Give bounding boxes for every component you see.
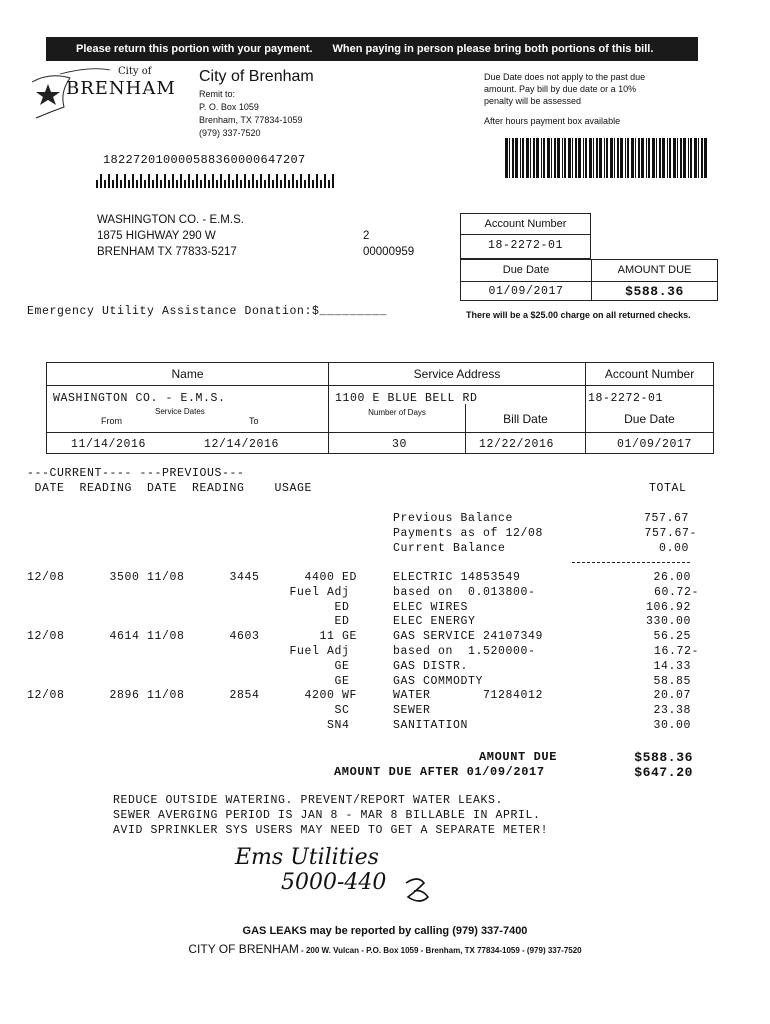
barcode-bar	[512, 138, 514, 178]
barcode-bar	[646, 138, 647, 178]
service-name-value: WASHINGTON CO. - E.M.S.	[53, 392, 226, 405]
service-days-value: 30	[392, 438, 408, 451]
barcode-bar	[522, 138, 524, 178]
detail-row-desc: ELECTRIC 14853549	[393, 571, 521, 584]
due-note	[484, 71, 645, 127]
due-note-line1: Due Date does not apply to the past due	[484, 72, 646, 82]
barcode-right	[505, 138, 709, 178]
barcode-bar	[656, 138, 657, 178]
barcode-bar	[604, 138, 605, 178]
barcode-bar	[652, 138, 655, 178]
barcode-bar	[244, 174, 246, 188]
detail-row-amount: 26.00	[653, 571, 691, 584]
barcode-bar	[694, 138, 697, 178]
stub-due-label: Due Date	[461, 260, 591, 282]
barcode-bar	[596, 138, 598, 178]
detail-row-amount: 58.85	[653, 674, 691, 688]
barcode-bar	[128, 180, 130, 188]
detail-row-desc: ELEC WIRES	[393, 600, 469, 614]
barcode-bar	[228, 174, 230, 188]
barcode-bar	[648, 138, 650, 178]
barcode-bar	[328, 180, 330, 188]
detail-row-amount: 56.25	[653, 630, 691, 644]
barcode-bar	[614, 138, 615, 178]
barcode-bar	[673, 138, 676, 178]
detail-row	[27, 675, 707, 690]
barcode-bar	[554, 138, 556, 178]
barcode-bar	[620, 138, 623, 178]
barcode-bar	[156, 174, 158, 188]
detail-row	[27, 601, 707, 616]
amount-due-label: AMOUNT DUE	[479, 750, 558, 764]
barcode-bar	[688, 138, 689, 178]
barcode-bar	[541, 138, 542, 178]
stub-account-value: 18-2272-01	[487, 239, 563, 252]
barcode-bar	[108, 174, 110, 188]
service-dates-header: Service Dates	[155, 407, 205, 416]
current-balance-value: 0.00	[658, 542, 689, 555]
remit-block	[199, 68, 314, 138]
detail-row	[27, 704, 707, 719]
barcode-bar	[172, 174, 174, 188]
barcode-bar	[180, 174, 182, 188]
barcode-bar	[557, 138, 560, 178]
barcode-bar	[116, 174, 118, 188]
detail-row-desc: GAS COMMODTY	[393, 674, 484, 688]
service-from-value: 11/14/2016	[71, 438, 147, 451]
footer-address	[0, 940, 770, 958]
stub-amount-value: $588.36	[625, 284, 684, 299]
barcode-bar	[264, 180, 266, 188]
barcode-bar	[232, 180, 234, 188]
detail-row-desc: based on 0.013800-	[393, 585, 536, 599]
barcode-bar	[148, 174, 150, 188]
service-from-header: From	[101, 416, 122, 426]
barcode-bar	[572, 138, 573, 178]
barcode-bar	[683, 138, 686, 178]
footer-city: CITY OF BRENHAM	[188, 942, 299, 956]
barcode-bar	[280, 180, 282, 188]
amount-after-label: AMOUNT DUE AFTER 01/09/2017	[334, 765, 545, 779]
detail-row	[27, 660, 707, 675]
amount-after-value: $647.20	[634, 765, 693, 780]
detail-row-desc: ELEC ENERGY	[393, 615, 476, 629]
detail-row-desc: SANITATION	[393, 718, 469, 732]
stub-account-box	[460, 213, 591, 259]
barcode-bar	[520, 138, 521, 178]
detail-row	[27, 571, 707, 586]
barcode-bar	[509, 138, 510, 178]
stub-due-box	[460, 259, 592, 301]
barcode-bar	[575, 138, 577, 178]
detail-row-amount: 23.38	[653, 704, 691, 718]
detail-header-2: DATE READING DATE READING USAGE	[27, 482, 313, 495]
current-balance-label: Current Balance	[393, 542, 506, 555]
barcode-bar	[144, 180, 146, 188]
donation-line: Emergency Utility Assistance Donation:$_________	[27, 305, 388, 318]
barcode-bar	[276, 174, 278, 188]
barcode-bar	[599, 138, 602, 178]
detail-header-total: TOTAL	[649, 482, 687, 495]
barcode-bar	[515, 138, 518, 178]
barcode-bar	[543, 138, 545, 178]
handwritten-initials-icon	[398, 875, 438, 909]
service-address-value: 1100 E BLUE BELL RD	[335, 392, 478, 405]
service-table	[46, 362, 714, 454]
detail-row-left: ED	[27, 615, 350, 629]
barcode-bar	[136, 180, 138, 188]
barcode-bar	[505, 138, 508, 178]
barcode-bar	[196, 174, 198, 188]
barcode-bar	[164, 174, 166, 188]
barcode-bar	[240, 180, 242, 188]
remit-city-state: Brenham, TX 77834-1059	[199, 115, 303, 125]
barcode-bar	[252, 174, 254, 188]
barcode-bar	[248, 180, 250, 188]
barcode-bar	[701, 138, 703, 178]
bill-messages	[113, 793, 548, 838]
barcode-bar	[112, 180, 114, 188]
service-name-header: Name	[171, 367, 204, 381]
barcode-bar	[551, 138, 552, 178]
customer-code2: 00000959	[363, 246, 415, 258]
service-due-date-header: Due Date	[624, 412, 675, 426]
detail-row-left: 12/08 2896 11/08 2854 4200 WF	[27, 689, 358, 703]
barcode-bar	[583, 138, 584, 178]
barcode-bar	[124, 174, 126, 188]
barcode-bar	[104, 180, 106, 188]
detail-row-desc: WATER 71284012	[393, 689, 544, 703]
detail-rows	[27, 571, 707, 734]
barcode-bar	[184, 180, 186, 188]
detail-row	[27, 689, 707, 704]
detail-row-amount: 16.72-	[653, 644, 699, 658]
return-banner	[46, 37, 698, 61]
customer-name: WASHINGTON CO. - E.M.S.	[97, 214, 244, 226]
barcode-bar	[662, 138, 665, 178]
barcode-bar	[316, 174, 318, 188]
due-note-line3: penalty will be assessed	[484, 96, 582, 106]
barcode-bar	[140, 174, 142, 188]
barcode-bar	[208, 180, 210, 188]
barcode-bar	[568, 138, 571, 178]
detail-row-amount: 60.72-	[653, 585, 699, 599]
barcode-bar	[610, 138, 613, 178]
payments-label: Payments as of 12/08	[393, 527, 544, 540]
service-to-value: 12/14/2016	[204, 438, 280, 451]
barcode-bar	[635, 138, 636, 178]
barcode-bar	[638, 138, 640, 178]
footer-addr: - 200 W. Vulcan - P.O. Box 1059 - Brenham, TX 77834-1059 - (979) 337-7520	[298, 946, 582, 955]
barcode-bar	[585, 138, 587, 178]
detail-row-amount: 106.92	[645, 600, 691, 614]
remit-to-label: Remit to:	[199, 89, 236, 99]
scanline: 182272010000588360000647207	[103, 153, 306, 167]
barcode-bar	[324, 174, 326, 188]
customer-codes	[363, 228, 414, 260]
barcode-bar	[667, 138, 668, 178]
barcode-bar	[284, 174, 286, 188]
barcode-bar	[236, 174, 238, 188]
detail-row-amount: 20.07	[653, 689, 691, 703]
service-address-header: Service Address	[413, 367, 501, 381]
detail-row	[27, 645, 707, 660]
barcode-bar	[320, 180, 322, 188]
barcode-bar	[627, 138, 629, 178]
stub-amount-box	[591, 259, 718, 301]
barcode-bar	[332, 174, 334, 188]
barcode-bar	[288, 180, 290, 188]
barcode-bar	[677, 138, 678, 178]
message-line: SEWER AVERGING PERIOD IS JAN 8 - MAR 8 BILLABLE IN APRIL.	[113, 809, 541, 822]
customer-addr2: BRENHAM TX 77833-5217	[97, 246, 237, 258]
barcode-bar	[268, 174, 270, 188]
prev-balance-label: Previous Balance	[393, 512, 514, 525]
stub-amount-label: AMOUNT DUE	[592, 260, 717, 282]
barcode-bar	[564, 138, 566, 178]
remit-box: P. O. Box 1059	[199, 102, 259, 112]
detail-row-left: Fuel Adj	[27, 644, 350, 658]
barcode-bar	[526, 138, 529, 178]
barcode-bar	[176, 180, 178, 188]
prev-balance-value: 757.67	[643, 512, 689, 525]
detail-row-left: SN4	[27, 718, 350, 732]
barcode-bar	[188, 174, 190, 188]
barcode-bar	[698, 138, 699, 178]
customer-addr1: 1875 HIGHWAY 290 W	[97, 230, 216, 242]
detail-row-desc: GAS DISTR.	[393, 659, 469, 673]
gas-leak-notice: GAS LEAKS may be reported by calling (979) 337-7400	[242, 925, 528, 937]
message-line: REDUCE OUTSIDE WATERING. PREVENT/REPORT WATER LEAKS.	[113, 794, 504, 807]
service-bill-date-header: Bill Date	[503, 412, 548, 426]
service-days-header: Number of Days	[368, 408, 426, 417]
barcode-bar	[631, 138, 634, 178]
barcode-bar	[96, 180, 98, 188]
detail-row-desc: GAS SERVICE 24107349	[393, 630, 544, 644]
barcode-bar	[260, 174, 262, 188]
barcode-bar	[308, 174, 310, 188]
barcode-bar	[132, 174, 134, 188]
barcode-bar	[204, 174, 206, 188]
detail-row	[27, 719, 707, 734]
barcode-bar	[659, 138, 661, 178]
barcode-bar	[152, 180, 154, 188]
barcode-bar	[562, 138, 563, 178]
service-due-date-value: 01/09/2017	[617, 438, 693, 451]
due-note-line2: amount. Pay bill by due date or a 10%	[484, 84, 637, 94]
barcode-bar	[220, 174, 222, 188]
message-line: AVID SPRINKLER SYS USERS MAY NEED TO GET A SEPARATE METER!	[113, 824, 549, 837]
customer-code1: 2	[363, 230, 370, 242]
amount-due-value: $588.36	[634, 750, 693, 765]
customer-address	[97, 212, 244, 260]
detail-row-left: GE	[27, 659, 350, 673]
detail-row-left: SC	[27, 704, 350, 718]
detail-row-left: GE	[27, 674, 350, 688]
barcode-bar	[312, 180, 314, 188]
remit-phone: (979) 337-7520	[199, 128, 261, 138]
stub-due-value: 01/09/2017	[488, 285, 564, 298]
handwritten-note-2: 5000-440	[281, 870, 387, 895]
postal-barcode	[96, 174, 336, 188]
stub-account-label: Account Number	[461, 214, 590, 235]
barcode-bar	[547, 138, 550, 178]
returned-check-note: There will be a $25.00 charge on all returned checks.	[466, 310, 691, 320]
service-to-header: To	[249, 416, 259, 426]
detail-row	[27, 586, 707, 601]
detail-row-amount: 330.00	[645, 615, 691, 629]
detail-header-1: ---CURRENT---- ---PREVIOUS---	[27, 467, 245, 480]
barcode-bar	[212, 174, 214, 188]
detail-row-amount: 14.33	[653, 659, 691, 673]
barcode-bar	[256, 180, 258, 188]
barcode-bar	[100, 174, 102, 188]
barcode-bar	[120, 180, 122, 188]
handwritten-note-1: Ems Utilities	[235, 845, 379, 870]
detail-row-left: 12/08 3500 11/08 3445 4400 ED	[27, 571, 358, 584]
logo-big-text: BRENHAM	[66, 78, 176, 99]
detail-row-left: Fuel Adj	[27, 585, 350, 599]
barcode-bar	[690, 138, 692, 178]
barcode-bar	[606, 138, 608, 178]
banner-right-text: When paying in person please bring both portions of this bill.	[332, 43, 654, 55]
banner-left-text: Please return this portion with your payment.	[76, 43, 313, 55]
detail-row-desc: SEWER	[393, 704, 431, 718]
barcode-bar	[200, 180, 202, 188]
detail-row-left: ED	[27, 600, 350, 614]
barcode-bar	[617, 138, 619, 178]
barcode-bar	[192, 180, 194, 188]
barcode-bar	[168, 180, 170, 188]
barcode-bar	[680, 138, 682, 178]
detail-row-amount: 30.00	[653, 718, 691, 732]
barcode-bar	[641, 138, 644, 178]
barcode-bar	[533, 138, 535, 178]
barcode-bar	[669, 138, 671, 178]
detail-row-left: 12/08 4614 11/08 4603 11 GE	[27, 630, 358, 644]
barcode-bar	[292, 174, 294, 188]
service-account-header: Account Number	[604, 367, 695, 381]
barcode-bar	[625, 138, 626, 178]
barcode-bar	[216, 180, 218, 188]
after-hours-note: After hours payment box available	[484, 116, 621, 126]
payments-value: 757.67-	[644, 527, 697, 540]
barcode-bar	[536, 138, 539, 178]
barcode-bar	[578, 138, 581, 178]
detail-row-desc: based on 1.520000-	[393, 644, 536, 658]
detail-row	[27, 630, 707, 645]
service-bill-date-value: 12/22/2016	[479, 438, 555, 451]
barcode-bar	[300, 174, 302, 188]
barcode-bar	[224, 180, 226, 188]
barcode-bar	[160, 180, 162, 188]
service-account-value: 18-2272-01	[588, 392, 664, 405]
barcode-bar	[296, 180, 298, 188]
city-logo	[30, 62, 176, 128]
barcode-bar	[530, 138, 531, 178]
barcode-bar	[704, 138, 707, 178]
barcode-bar	[304, 180, 306, 188]
remit-city: City of Brenham	[199, 68, 314, 85]
barcode-bar	[589, 138, 592, 178]
barcode-bar	[593, 138, 594, 178]
barcode-bar	[272, 180, 274, 188]
detail-row	[27, 615, 707, 630]
logo-small-text: City of	[118, 66, 152, 77]
subtotal-rule	[572, 562, 690, 563]
